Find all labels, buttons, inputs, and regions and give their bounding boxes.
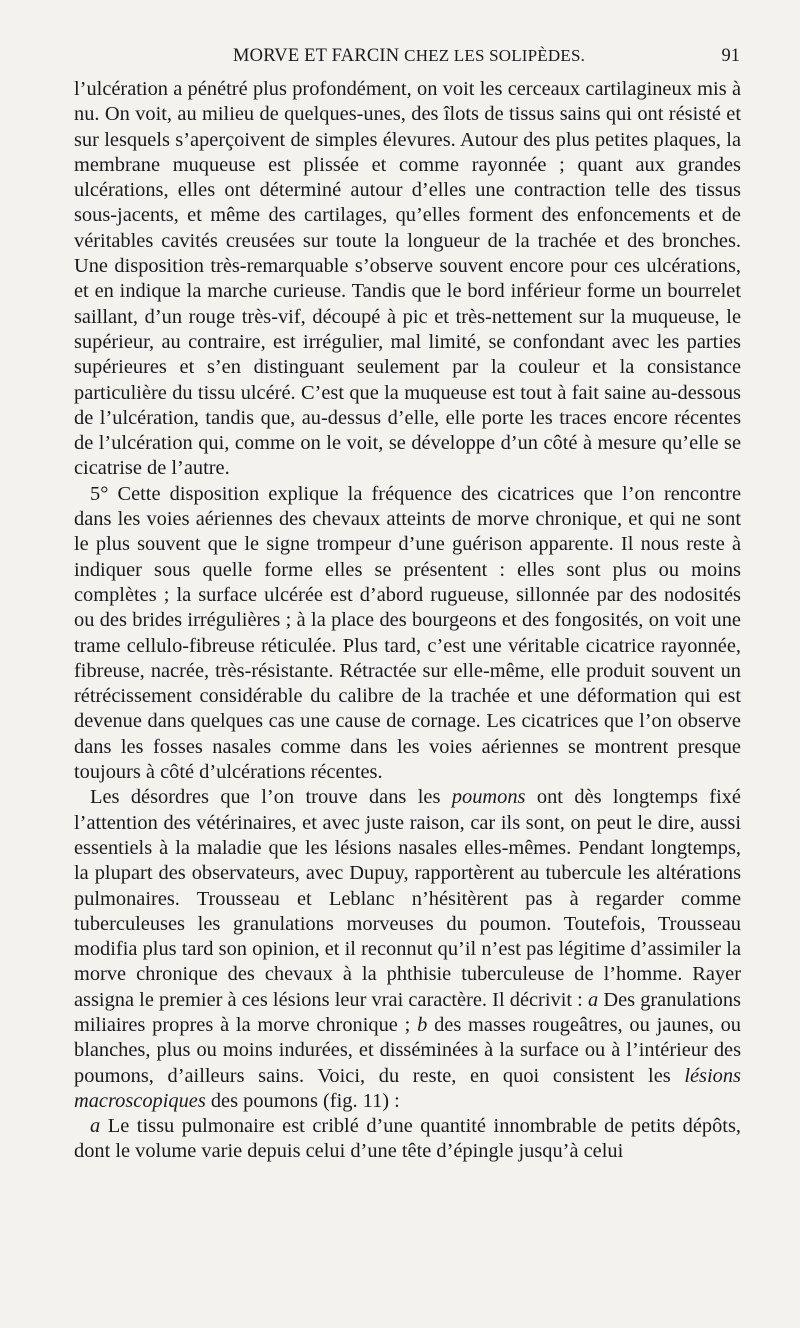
italic-segment: a	[90, 1115, 101, 1138]
running-title-sub: CHEZ LES SOLIPÈDES.	[404, 46, 586, 65]
text-segment: Les désordres que l’on trouve dans les	[90, 786, 452, 809]
italic-segment: b	[417, 1013, 428, 1036]
paragraph	[74, 482, 741, 786]
body-text	[74, 77, 741, 1165]
text-segment: ont dès longtemps fixé l’attention des vétérinaires, et avec juste raison, car ils sont, on peut le dire, aussi essentiels à la maladie que les lésions nasales elles-mêmes. Pendant longtemps, la plupart des observateurs, avec Dupuy, rapportèrent au tubercule les altérations pulmonaires. Trousseau et Leblanc n’hésitèrent pas à regarder comme tuberculeuses les granulations morveuses du poumon. Toutefois, Trousseau modifia plus tard son opinion, et il reconnut qu’il n’est pas légitime d’assimiler la morve chronique des chevaux à la phthisie tuberculeuse de l’homme. Rayer assigna le premier à ces lésions leur vrai caractère. Il décrivit :	[74, 786, 741, 1011]
running-head	[0, 44, 800, 72]
italic-segment: poumons	[451, 786, 526, 809]
running-title	[233, 46, 585, 67]
paragraph	[74, 1114, 741, 1165]
italic-segment: lésions macroscopiques	[74, 1064, 741, 1112]
text-segment: 5° Cette disposition explique la fréquence des cicatrices que l’on rencontre dans les voies aériennes des chevaux atteints de morve chronique, et qui ne sont le plus souvent que le signe trompeur d’une guérison apparente. Il nous reste à indiquer sous quelle forme elles se présentent : elles sont plus ou moins complètes ; la surface ulcérée est d’abord rugueuse, sillonnée par des nodosités ou des brides irrégulières ; à la place des bourgeons et des fongosités, on voit une trame cellulo-fibreuse réticulée. Plus tard, c’est une véritable cicatrice rayonnée, fibreuse, nacrée, très-résistante. Rétractée sur elle-même, elle produit souvent un rétrécissement considérable du calibre de la trachée et une déformation qui est devenue dans quelques cas une cause de cornage. Les cicatrices que l’on observe dans les fosses nasales comme dans les voies aériennes se montrent presque toujours à côté d’ulcérations récentes.	[74, 482, 741, 784]
text-segment: des masses rougeâtres, ou jaunes, ou blanches, plus ou moins indurées, et disséminées à la surface ou à l’intérieur des poumons, d’ailleurs sains. Voici, du reste, en quoi consistent les	[74, 1013, 741, 1087]
text-segment: des poumons (fig. 11) :	[205, 1089, 400, 1112]
text-segment: Le tissu pulmonaire est criblé d’une quantité innombrable de petits dépôts, dont le volume varie depuis celui d’une tête d’épingle jusqu’à celui	[74, 1115, 741, 1163]
paragraph	[74, 77, 741, 482]
running-title-main: MORVE ET FARCIN	[233, 46, 400, 66]
text-segment: l’ulcération a pénétré plus profondément, on voit les cerceaux cartilagineux mis à nu. On voit, au milieu de quelques-unes, des îlots de tissus sains qui ont résisté et sur lesquels s’aperçoivent de simples élevures. Autour des plus petites plaques, la membrane muqueuse est plissée et comme rayonnée ; quant aux grandes ulcérations, elles ont déterminé autour d’elles une contraction telle des tissus sous-jacents, et même des cartilages, qu’elles forment des enfoncements et de véritables cavités creusées sur toute la longueur de la trachée et des bronches. Une disposition très-remarquable s’observe souvent encore pour ces ulcérations, et en indique la marche curieuse. Tandis que le bord inférieur forme un bourrelet saillant, d’un rouge très-vif, découpé à pic et très-nettement sur la muqueuse, le supérieur, au contraire, est irrégulier, mal limité, se confondant avec les parties supérieures et s’en distinguant seulement par la couleur et la consistance particulière du tissu ulcéré. C’est que la muqueuse est tout à fait saine au-dessous de l’ulcération, tandis que, au-dessus d’elle, elle porte les traces encore récentes de l’ulcération qui, comme on le voit, se développe d’un côté à mesure qu’elle se cicatrise de l’autre.	[74, 78, 741, 480]
paragraph	[74, 785, 741, 1114]
text-segment: Des granulations miliaires propres à la morve chronique ;	[74, 988, 741, 1036]
page-number: 91	[721, 46, 740, 66]
italic-segment: a	[588, 988, 599, 1011]
